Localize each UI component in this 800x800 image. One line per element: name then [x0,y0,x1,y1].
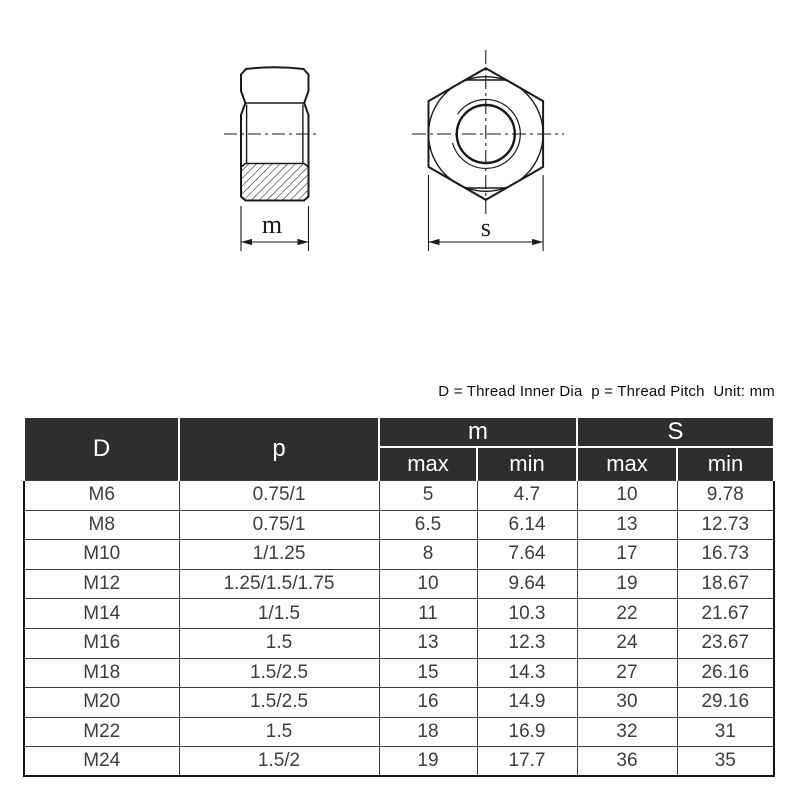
cell-d: M20 [24,688,179,718]
header-cell-d: D [24,417,179,481]
cell-p: 1/1.5 [179,599,379,629]
cell-m-max: 19 [379,747,477,777]
cell-d: M14 [24,599,179,629]
m-arrow-right [298,239,309,245]
cell-s-min: 31 [677,717,774,747]
header-group-m: m [379,417,577,447]
table-row [24,481,774,511]
cell-s-max: 36 [577,747,677,777]
nut-side-view [224,67,318,251]
cell-s-min: 18.67 [677,569,774,599]
cell-m-max: 18 [379,717,477,747]
cell-s-min: 23.67 [677,628,774,658]
table-row [24,717,774,747]
header-cell-p: p [179,417,379,481]
cell-m-max: 8 [379,540,477,570]
table-row [24,628,774,658]
cell-d: M8 [24,510,179,540]
table-row [24,688,774,718]
cell-m-min: 12.3 [477,628,577,658]
cell-m-max: 11 [379,599,477,629]
cell-m-min: 14.3 [477,658,577,688]
header-cell-s-max: max [577,447,677,481]
cell-p: 1/1.25 [179,540,379,570]
cell-m-min: 16.9 [477,717,577,747]
cell-m-min: 17.7 [477,747,577,777]
cell-m-min: 14.9 [477,688,577,718]
cell-s-max: 24 [577,628,677,658]
cell-p: 1.5/2.5 [179,688,379,718]
cell-s-min: 9.78 [677,481,774,511]
cell-p: 0.75/1 [179,481,379,511]
cell-s-min: 26.16 [677,658,774,688]
cell-s-max: 32 [577,717,677,747]
header-cell-m-min: min [477,447,577,481]
cell-d: M24 [24,747,179,777]
cell-p: 1.5 [179,717,379,747]
table-row [24,510,774,540]
cell-m-min: 7.64 [477,540,577,570]
cell-m-max: 13 [379,628,477,658]
cell-p: 0.75/1 [179,510,379,540]
cell-s-min: 16.73 [677,540,774,570]
cell-s-max: 27 [577,658,677,688]
s-dimension-label: s [480,213,491,242]
spec-table-header [24,417,774,481]
spec-table [23,416,775,777]
cell-d: M22 [24,717,179,747]
side-view-section-hatch [241,164,309,201]
cell-s-max: 17 [577,540,677,570]
cell-m-max: 5 [379,481,477,511]
header-group-s: S [577,417,774,447]
units-note: D = Thread Inner Dia p = Thread Pitch Unit: mm [438,383,775,400]
cell-p: 1.5/2 [179,747,379,777]
nut-technical-drawings [0,0,800,330]
cell-p: 1.25/1.5/1.75 [179,569,379,599]
header-cell-m-max: max [379,447,477,481]
table-row [24,658,774,688]
cell-s-min: 35 [677,747,774,777]
cell-s-max: 22 [577,599,677,629]
table-row [24,747,774,777]
cell-m-max: 10 [379,569,477,599]
table-row [24,540,774,570]
cell-d: M16 [24,628,179,658]
spec-table-body [24,481,774,777]
s-arrow-left [429,239,440,245]
m-dimension-label: m [261,210,283,239]
cell-p: 1.5 [179,628,379,658]
table-row [24,599,774,629]
cell-m-min: 6.14 [477,510,577,540]
m-arrow-left [241,239,252,245]
cell-p: 1.5/2.5 [179,658,379,688]
cell-m-max: 6.5 [379,510,477,540]
cell-d: M12 [24,569,179,599]
cell-s-min: 29.16 [677,688,774,718]
table-row [24,569,774,599]
cell-s-min: 21.67 [677,599,774,629]
cell-s-min: 12.73 [677,510,774,540]
cell-m-max: 16 [379,688,477,718]
header-cell-s-min: min [677,447,774,481]
nut-face-view [412,50,564,251]
cell-d: M6 [24,481,179,511]
cell-m-max: 15 [379,658,477,688]
cell-s-max: 10 [577,481,677,511]
s-arrow-right [532,239,543,245]
cell-m-min: 9.64 [477,569,577,599]
cell-s-max: 30 [577,688,677,718]
cell-m-min: 10.3 [477,599,577,629]
cell-s-max: 13 [577,510,677,540]
cell-d: M18 [24,658,179,688]
cell-d: M10 [24,540,179,570]
cell-s-max: 19 [577,569,677,599]
cell-m-min: 4.7 [477,481,577,511]
